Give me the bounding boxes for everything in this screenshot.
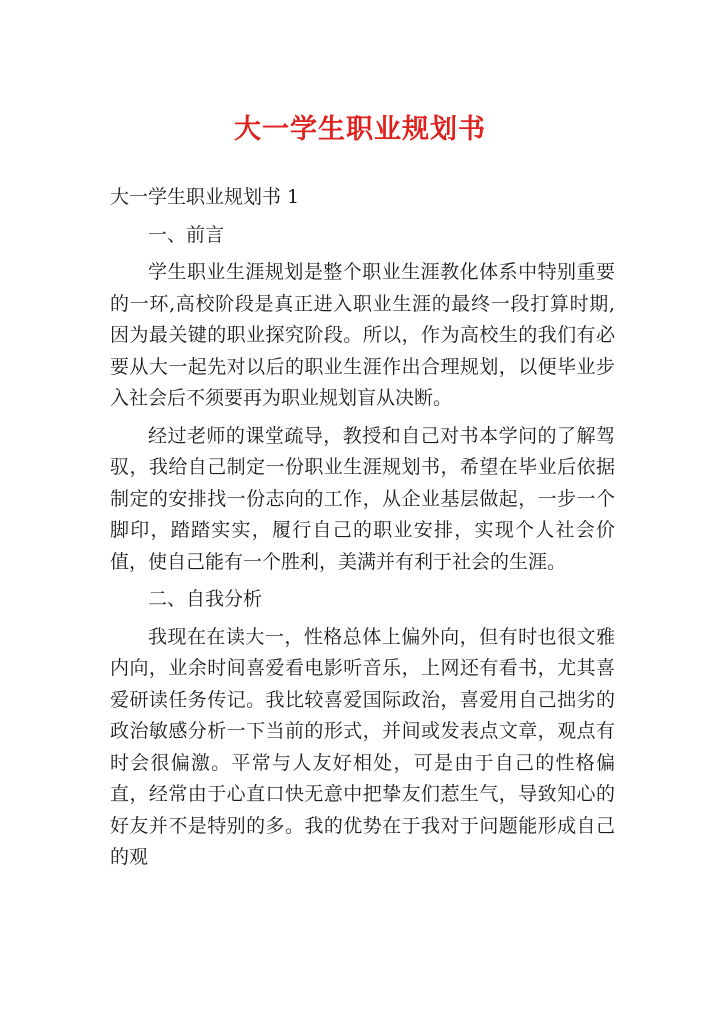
document-body (110, 182, 615, 874)
section-heading-self-analysis: 二、自我分析 (148, 588, 263, 610)
paragraph-self-analysis: 我现在在读大一，性格总体上偏外向，但有时也很文雅内向，业余时间喜爱看电影听音乐，上网还有看书，尤其喜爱研读任务传记。我比较喜爱国际政治，喜爱用自己拙劣的政治敏感分析一下当前的形式，并间或发表点文章，观点有时会很偏激。平常与人友好相处，可是由于自己的性格偏直，经常由于心直口快无意中把挚友们惹生气，导致知心的好友并不是特别的多。我的优势在于我对于问题能形成自己的观 (110, 625, 615, 868)
paragraph-preface: 学生职业生涯规划是整个职业生涯教化体系中特别重要的一环,高校阶段是真正进入职业生涯的最终一段打算时期,因为最关键的职业探究阶段。所以，作为高校生的我们有必要从大一起先对以后的职业生涯作出合理规划，以便毕业步入社会后不须要再为职业规划盲从决断。 (110, 261, 615, 409)
section-heading-preface: 一、前言 (148, 223, 225, 246)
paragraph-plan: 经过老师的课堂疏导，教授和自己对书本学问的了解驾驭，我给自己制定一份职业生涯规划书，希望在毕业后依据制定的安排找一份志向的工作，从企业基层做起，一步一个脚印，踏踏实实，履行自己的职业安排，实现个人社会价值，使自己能有一个胜利，美满并有利于社会的生涯。 (110, 424, 615, 573)
document-title: 大一学生职业规划书 (234, 114, 486, 145)
document-subtitle: 大一学生职业规划书 1 (110, 186, 300, 208)
